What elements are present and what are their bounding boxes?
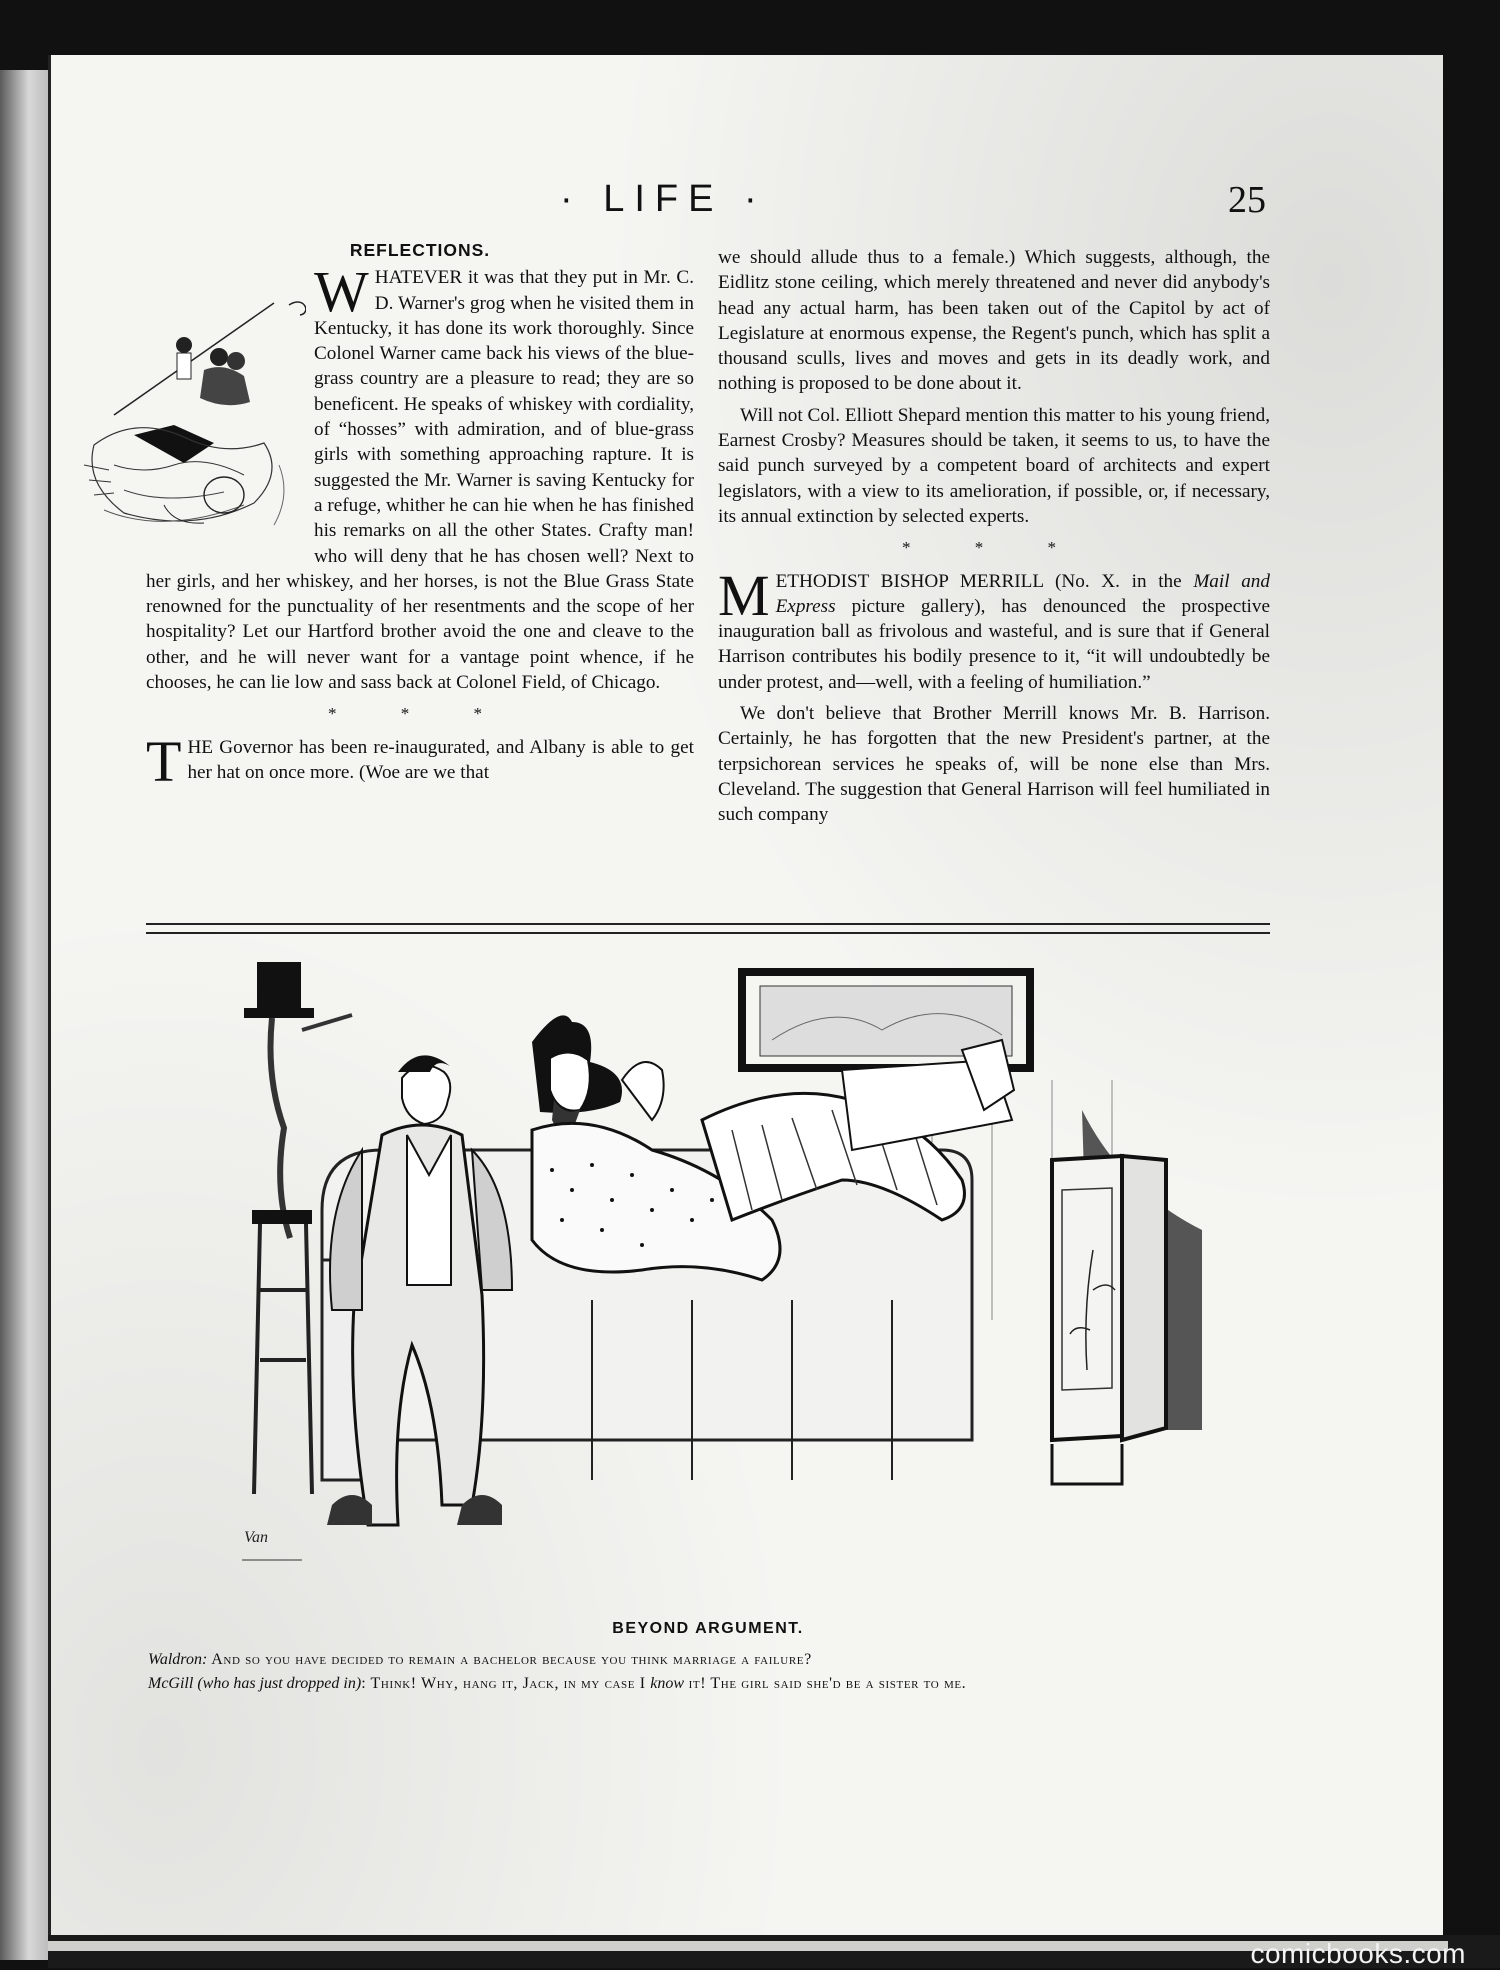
paragraph-merrill <box>718 562 1270 695</box>
dialogue-text-waldron: And so you have decided to remain a bachelor because you think marriage a failure? <box>211 1651 812 1668</box>
dropcap-w: W <box>314 259 369 325</box>
site-watermark: comicbooks.com <box>1250 1938 1466 1969</box>
section-separator: * * * <box>902 538 1086 558</box>
paragraph-merrill-text-b: picture gallery), has denounced the prospective inauguration ball as frivolous and wasteful, and is sure that if General Harrison contributes his bodily presence to it, “it will undoubtedly be under protest, and—well, with a feeling of humiliation.” <box>718 595 1270 693</box>
section-separator: * * * <box>328 704 512 724</box>
hunt-rider-sketch-icon <box>74 265 306 557</box>
cartoon-title: BEYOND ARGUMENT. <box>612 1620 804 1637</box>
speaker-mcgill: McGill <box>148 1675 194 1692</box>
paragraph-harrison: We don't believe that Brother Merrill knows Mr. B. Harrison. Certainly, he has forgotten that the new President's partner, at the terpsichorean services he speaks of, will be none else than Mrs. Cleveland. The suggestion that General Harrison will feel humiliated in such company <box>718 703 1270 826</box>
page-number: 25 <box>1228 179 1266 221</box>
article-heading: REFLECTIONS. <box>349 240 491 260</box>
dropcap-m: M <box>718 562 770 628</box>
left-column <box>146 238 694 794</box>
stage-aside: (who has just dropped in) <box>197 1675 362 1692</box>
paragraph-governor <box>146 728 694 794</box>
previous-page-edge <box>0 70 51 1960</box>
paragraph-governor-continued: we should allude thus to a female.) Which suggests, although, the Eidlitz stone ceiling, which merely threatened and never did anybody's head any actual harm, has been taken out of the Capitol by act of Legislature at enormous expense, the Regent's punch, which has split a thousand sculls, lives and moves and gets in its deadly work, and nothing is proposed to be done about it. <box>718 247 1270 395</box>
speaker-waldron: Waldron: <box>148 1651 208 1668</box>
double-rule-divider <box>146 923 1270 934</box>
parlor-scene-illustration-icon <box>232 960 1228 1610</box>
right-column <box>718 245 1270 834</box>
dialogue-text-mcgill-b: it! The girl said she'd be a sister to me. <box>684 1675 967 1692</box>
masthead-title: · LIFE · <box>560 178 767 220</box>
newspaper-name: Mail and Express <box>775 570 1270 617</box>
paragraph-warner-text: HATEVER it was that they put in Mr. C. D. Warner's grog when he visited them in Kentucky, it has done its work thoroughly. Since Colonel Warner came back his views of the blue-grass country are a pleasure to read; they are so beneficent. He speaks of whiskey with cordiality, of “hosses” with admiration, and of blue-grass girls with something approaching rapture. It is suggested the Mr. Warner is saving Kentucky for a refuge, whither he can hie when he has finished his remarks on all the other States. Crafty man! who will deny that he has chosen well? Next to her girls, and her whiskey, and her horses, is not the Blue Grass State renowned for the punctuality of her resentments and the scope of her hospitality? Let our Hartford brother avoid the one and cleave to the other, and he will never want for a vantage point whence, if he chooses, he can lie low and sass back at Colonel Field, of Chicago. <box>146 267 694 694</box>
caption-dialogue-waldron <box>148 1651 1278 1669</box>
emphasis-know: know <box>650 1675 685 1692</box>
caption-dialogue-mcgill <box>148 1675 1278 1693</box>
paragraph-merrill-text-a: ETHODIST BISHOP MERRILL (No. X. in the <box>775 570 1194 592</box>
paragraph-shepard: Will not Col. Elliott Shepard mention this matter to his young friend, Earnest Crosby? Measures should be taken, it seems to us, to have the said punch surveyed by a competent board of architects and expert legislators, with a view to its amelioration, if possible, or, if necessary, its annual extinction by selected experts. <box>718 404 1270 527</box>
svg-text:Van: Van <box>244 1529 268 1546</box>
dropcap-t: T <box>146 728 182 794</box>
paragraph-governor-text: HE Governor has been re-inaugurated, and Albany is able to get her hat on once more. (Woe are we that <box>187 736 694 783</box>
dialogue-text-mcgill-a: : Think! Why, hang it, Jack, in my case I <box>361 1675 651 1692</box>
